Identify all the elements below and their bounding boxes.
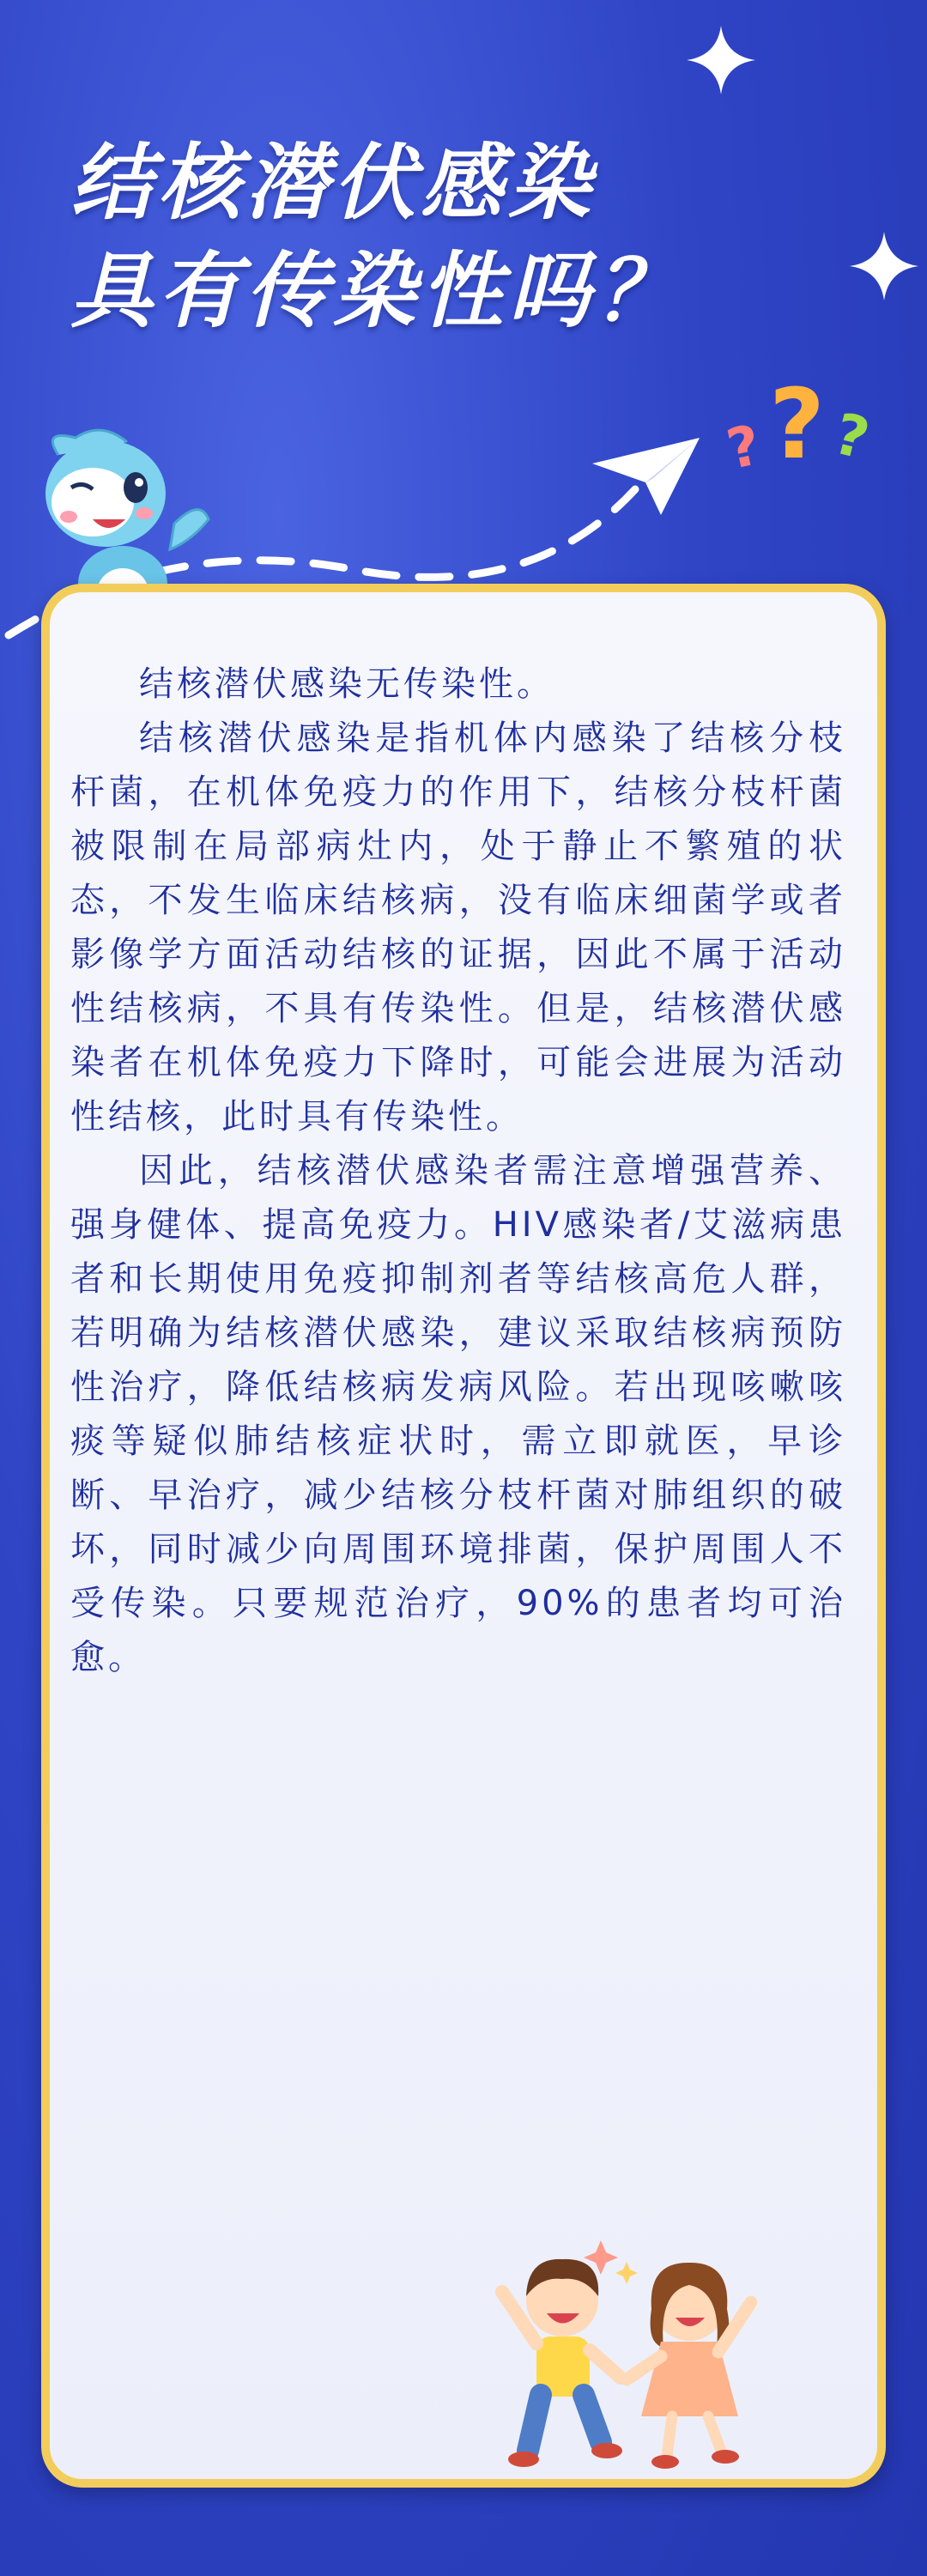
article-paragraph: 结核潜伏感染无传染性。 (139, 664, 554, 704)
paper-plane-icon (592, 429, 704, 524)
question-mark-red: ? (721, 413, 766, 483)
article-body (70, 658, 846, 1685)
sparkle-icon (850, 232, 918, 300)
question-mark-orange: ? (769, 369, 825, 481)
sparkle-icon (687, 26, 755, 94)
children-illustration (476, 2232, 777, 2481)
page-title-line-1: 结核潜伏感染 (70, 135, 596, 231)
question-mark-green: ? (827, 400, 876, 473)
page-title (70, 129, 683, 345)
article-paragraph: 结核潜伏感染是指机体内感染了结核分枝杆菌，在机体免疫力的作用下，结核分枝杆菌被限制在局部病灶内，处于静止不繁殖的状态，不发生临床结核病，没有临床细菌学或者影像学方面活动结核的证据，因此不属于活动性结核病，不具有传染性。但是，结核潜伏感染者在机体免疫力下降时，可能会进展为活动性结核，此时具有传染性。 (70, 718, 846, 1136)
article-paragraph: 因此，结核潜伏感染者需注意增强营养、强身健体、提高免疫力。HIV感染者/艾滋病患者和长期使用免疫抑制剂者等结核高危人群，若明确为结核潜伏感染，建议采取结核病预防性治疗，降低结核病发病风险。若出现咳嗽咳痰等疑似肺结核症状时，需立即就医，早诊断、早治疗，减少结核分枝杆菌对肺组织的破坏，同时减少向周围环境排菌，保护周围人不受传染。只要规范治疗，90%的患者均可治愈。 (70, 1151, 846, 1677)
page-title-line-2: 具有传染性吗？ (70, 243, 683, 339)
